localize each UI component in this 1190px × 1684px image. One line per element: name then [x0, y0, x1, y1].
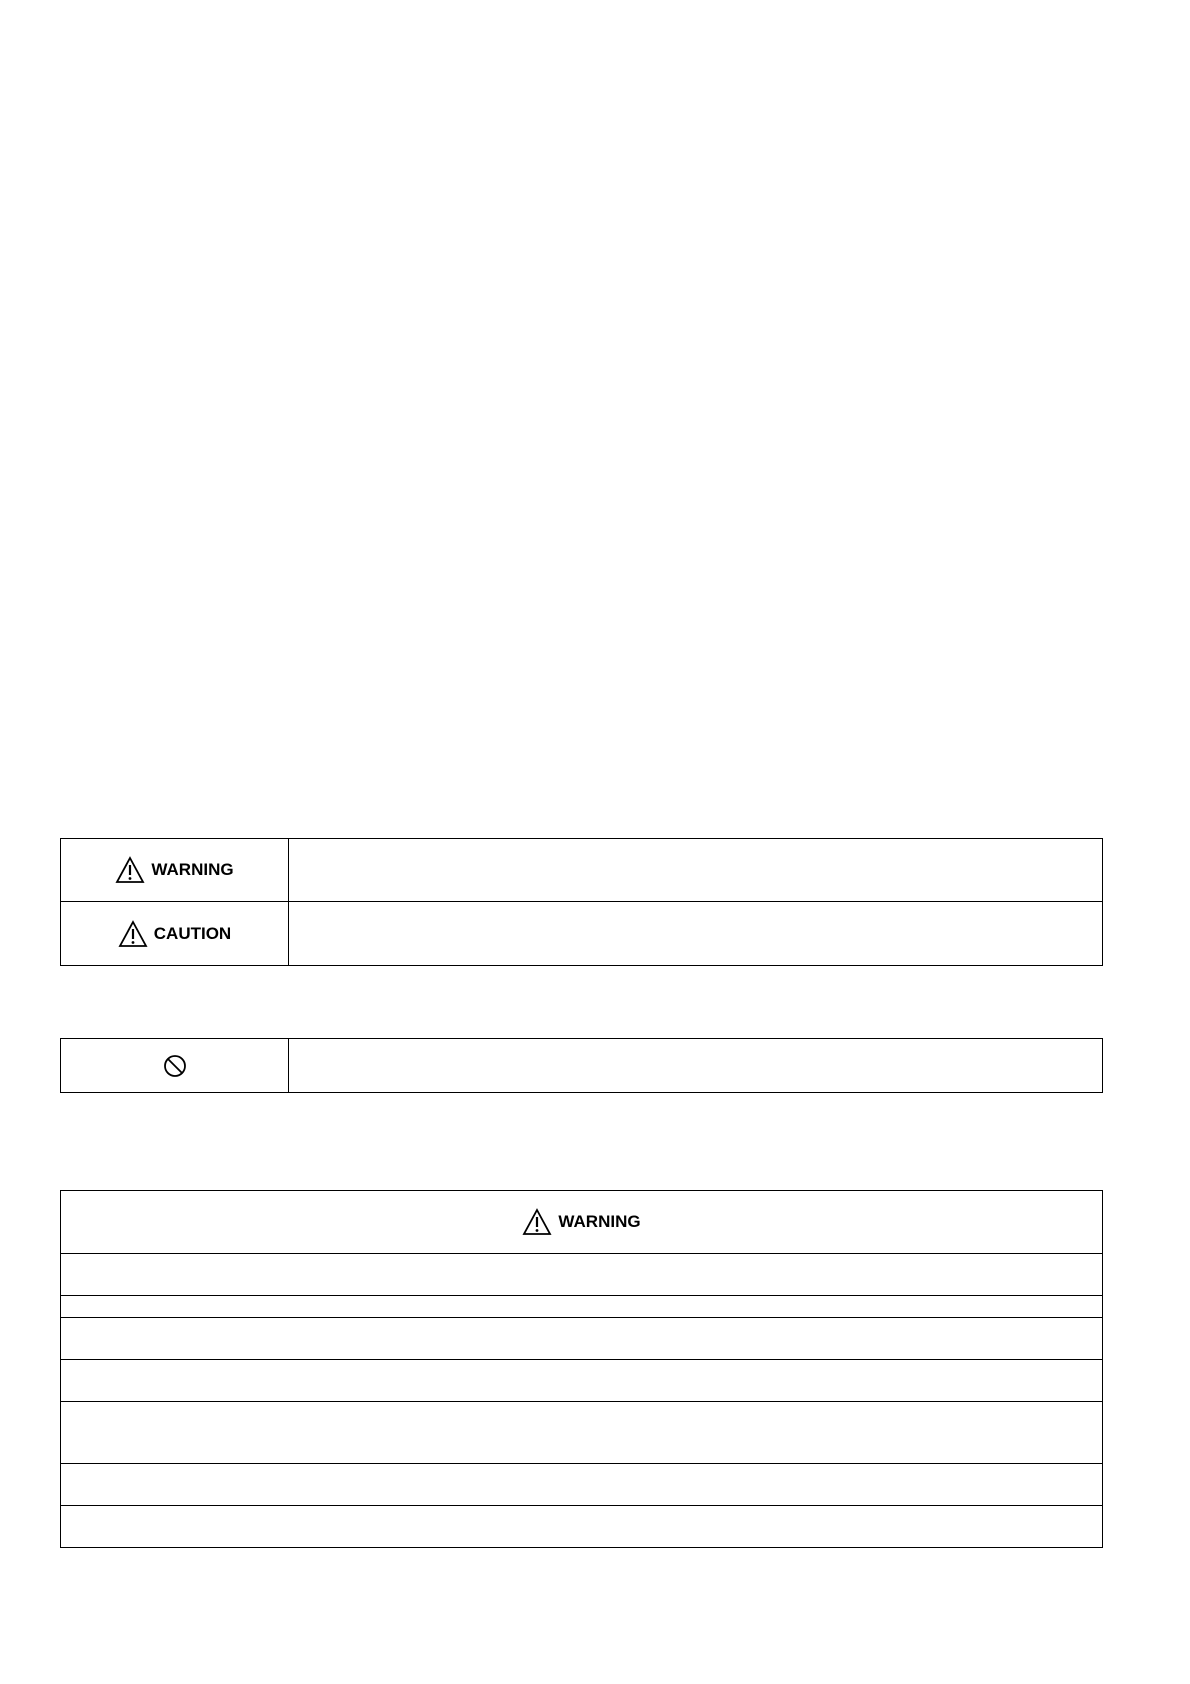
warning-signal: [115, 856, 233, 884]
signal-label-warning: WARNING: [151, 860, 234, 879]
signal-cell: [61, 902, 289, 965]
signal-row-warning: [61, 839, 1102, 902]
warning-triangle-icon: [522, 1208, 552, 1236]
warning-item-row: [61, 1506, 1102, 1547]
warning-triangle-icon: [115, 856, 145, 884]
warning-list-table: [60, 1190, 1103, 1548]
signal-cell: [61, 839, 289, 901]
warning-item-row: [61, 1254, 1102, 1296]
signal-description-cell: [289, 839, 1102, 901]
prohibition-row: [61, 1039, 1102, 1092]
caution-signal: [118, 920, 231, 948]
warning-header-label: WARNING: [558, 1212, 641, 1231]
signal-description-cell: [289, 902, 1102, 965]
warning-item-row: [61, 1464, 1102, 1506]
warning-item-row: [61, 1296, 1102, 1318]
symbol-description-cell: [289, 1039, 1102, 1092]
warning-item-row: [61, 1402, 1102, 1464]
warning-table-header: [61, 1191, 1102, 1254]
warning-item-row: [61, 1360, 1102, 1402]
symbol-cell: [61, 1039, 289, 1092]
signal-row-caution: [61, 902, 1102, 965]
warning-triangle-icon: [118, 920, 148, 948]
signal-label-caution: CAUTION: [153, 923, 232, 943]
warning-header-signal: [522, 1208, 640, 1236]
signal-word-table: [60, 838, 1103, 966]
prohibited-icon: [163, 1054, 187, 1078]
warning-item-row: [61, 1318, 1102, 1360]
prohibition-table: [60, 1038, 1103, 1093]
